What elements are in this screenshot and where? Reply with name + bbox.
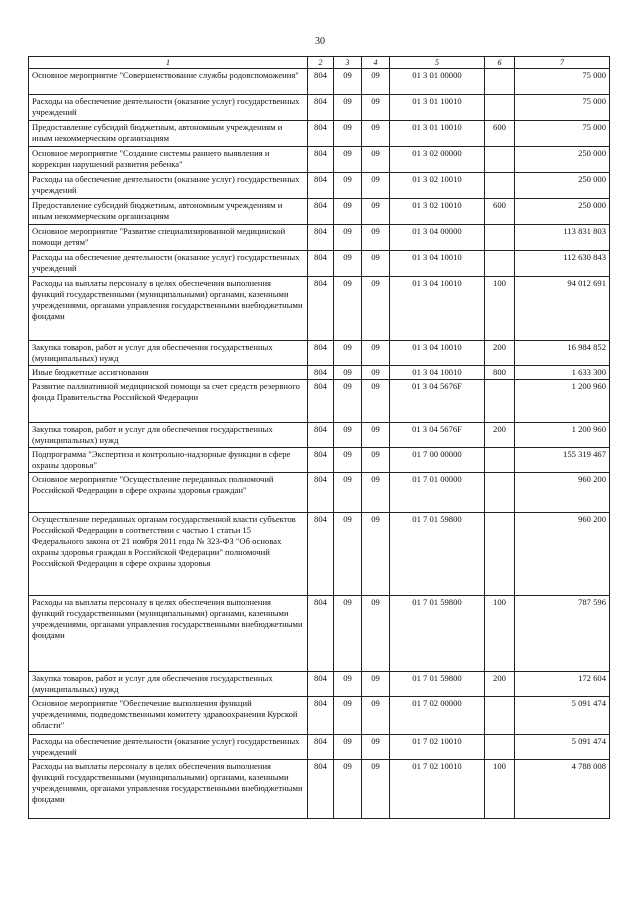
- table-row: [29, 473, 610, 513]
- cell-pr: 09: [362, 173, 390, 199]
- cell-sum: 112 630 843: [515, 251, 610, 277]
- cell-sum: 960 200: [515, 513, 610, 596]
- cell-ved: 804: [308, 277, 334, 341]
- cell-sum: 5 091 474: [515, 735, 610, 760]
- cell-pr: 09: [362, 697, 390, 735]
- cell-name: Расходы на выплаты персоналу в целях обеспечения выполнения функций государственными (муниципальными) органами, казенными учреждениями, органами управления государственными внебюджетными фондами: [29, 277, 308, 341]
- cell-ved: 804: [308, 173, 334, 199]
- cell-sum: 16 984 852: [515, 341, 610, 366]
- cell-name: Предоставление субсидий бюджетным, автономным учреждениям и иным некоммерческим организациям: [29, 199, 308, 225]
- table-row: [29, 121, 610, 147]
- cell-rz: 09: [334, 173, 362, 199]
- cell-rz: 09: [334, 423, 362, 448]
- cell-vr: [485, 448, 515, 473]
- cell-rz: 09: [334, 697, 362, 735]
- cell-rz: 09: [334, 735, 362, 760]
- cell-pr: 09: [362, 735, 390, 760]
- cell-sum: 172 604: [515, 672, 610, 697]
- cell-pr: 09: [362, 513, 390, 596]
- cell-rz: 09: [334, 95, 362, 121]
- table-row: [29, 341, 610, 366]
- cell-csr: 01 3 02 10010: [390, 199, 485, 225]
- cell-rz: 09: [334, 341, 362, 366]
- cell-vr: 200: [485, 341, 515, 366]
- table-row: [29, 251, 610, 277]
- table-row: [29, 735, 610, 760]
- table-row: [29, 513, 610, 596]
- cell-pr: 09: [362, 423, 390, 448]
- cell-pr: 09: [362, 380, 390, 423]
- table-row: [29, 760, 610, 819]
- cell-rz: 09: [334, 277, 362, 341]
- cell-csr: 01 3 04 5676F: [390, 423, 485, 448]
- cell-vr: 100: [485, 277, 515, 341]
- cell-name: Расходы на обеспечение деятельности (оказание услуг) государственных учреждений: [29, 95, 308, 121]
- table-row: [29, 225, 610, 251]
- cell-ved: 804: [308, 513, 334, 596]
- cell-pr: 09: [362, 121, 390, 147]
- cell-pr: 09: [362, 448, 390, 473]
- table-header-row: [29, 57, 610, 69]
- cell-csr: 01 3 01 10010: [390, 121, 485, 147]
- cell-name: Расходы на обеспечение деятельности (оказание услуг) государственных учреждений: [29, 173, 308, 199]
- cell-ved: 804: [308, 672, 334, 697]
- cell-vr: 100: [485, 760, 515, 819]
- table-row: [29, 423, 610, 448]
- table-row: [29, 448, 610, 473]
- cell-csr: 01 3 04 10010: [390, 341, 485, 366]
- cell-name: Основное мероприятие "Осуществление переданных полномочий Российской Федерации в сфере охраны здоровья граждан": [29, 473, 308, 513]
- cell-pr: 09: [362, 147, 390, 173]
- cell-rz: 09: [334, 121, 362, 147]
- cell-pr: 09: [362, 473, 390, 513]
- cell-name: Закупка товаров, работ и услуг для обеспечения государственных (муниципальных) нужд: [29, 672, 308, 697]
- cell-name: Предоставление субсидий бюджетным, автономным учреждениям и иным некоммерческим организациям: [29, 121, 308, 147]
- cell-ved: 804: [308, 341, 334, 366]
- table-row: [29, 380, 610, 423]
- cell-csr: 01 7 01 00000: [390, 473, 485, 513]
- cell-rz: 09: [334, 448, 362, 473]
- cell-name: Основное мероприятие "Обеспечение выполнения функций учреждениями, подведомственными комитету здравоохранения Курской области": [29, 697, 308, 735]
- cell-vr: [485, 697, 515, 735]
- table-row: [29, 277, 610, 341]
- cell-ved: 804: [308, 423, 334, 448]
- cell-pr: 09: [362, 277, 390, 341]
- cell-sum: 1 633 300: [515, 366, 610, 380]
- column-header: 3: [334, 57, 362, 69]
- table-row: [29, 697, 610, 735]
- cell-rz: 09: [334, 672, 362, 697]
- cell-vr: 600: [485, 199, 515, 225]
- column-header: 6: [485, 57, 515, 69]
- cell-rz: 09: [334, 596, 362, 672]
- cell-ved: 804: [308, 380, 334, 423]
- cell-rz: 09: [334, 513, 362, 596]
- cell-sum: 75 000: [515, 69, 610, 95]
- cell-vr: 200: [485, 423, 515, 448]
- column-header: 7: [515, 57, 610, 69]
- table-row: [29, 95, 610, 121]
- cell-sum: 75 000: [515, 95, 610, 121]
- cell-csr: 01 7 01 59800: [390, 672, 485, 697]
- cell-name: Основное мероприятие "Совершенствование службы родовспоможения": [29, 69, 308, 95]
- cell-vr: 600: [485, 121, 515, 147]
- cell-name: Закупка товаров, работ и услуг для обеспечения государственных (муниципальных) нужд: [29, 341, 308, 366]
- cell-csr: 01 7 01 59800: [390, 596, 485, 672]
- cell-sum: 75 000: [515, 121, 610, 147]
- cell-ved: 804: [308, 473, 334, 513]
- column-header: 5: [390, 57, 485, 69]
- cell-pr: 09: [362, 672, 390, 697]
- table-row: [29, 147, 610, 173]
- cell-ved: 804: [308, 735, 334, 760]
- cell-rz: 09: [334, 366, 362, 380]
- cell-name: Закупка товаров, работ и услуг для обеспечения государственных (муниципальных) нужд: [29, 423, 308, 448]
- cell-rz: 09: [334, 251, 362, 277]
- table-row: [29, 173, 610, 199]
- page-number: 30: [315, 36, 325, 47]
- cell-vr: [485, 251, 515, 277]
- cell-name: Подпрограмма "Экспертиза и контрольно-надзорные функции в сфере охраны здоровья": [29, 448, 308, 473]
- cell-sum: 113 831 803: [515, 225, 610, 251]
- cell-name: Расходы на выплаты персоналу в целях обеспечения выполнения функций государственными (муниципальными) органами, казенными учреждениями, органами управления государственными внебюджетными фондами: [29, 596, 308, 672]
- cell-ved: 804: [308, 121, 334, 147]
- cell-csr: 01 7 00 00000: [390, 448, 485, 473]
- cell-name: Расходы на обеспечение деятельности (оказание услуг) государственных учреждений: [29, 735, 308, 760]
- cell-name: Расходы на обеспечение деятельности (оказание услуг) государственных учреждений: [29, 251, 308, 277]
- cell-ved: 804: [308, 95, 334, 121]
- table-row: [29, 366, 610, 380]
- cell-ved: 804: [308, 147, 334, 173]
- cell-vr: [485, 473, 515, 513]
- cell-vr: [485, 173, 515, 199]
- cell-vr: 100: [485, 596, 515, 672]
- cell-pr: 09: [362, 225, 390, 251]
- cell-rz: 09: [334, 760, 362, 819]
- table-row: [29, 199, 610, 225]
- cell-ved: 804: [308, 366, 334, 380]
- budget-table: [28, 56, 610, 819]
- table-row: [29, 596, 610, 672]
- cell-sum: 94 012 691: [515, 277, 610, 341]
- cell-vr: [485, 513, 515, 596]
- cell-vr: [485, 147, 515, 173]
- cell-pr: 09: [362, 596, 390, 672]
- cell-csr: 01 3 01 10010: [390, 95, 485, 121]
- cell-sum: 5 091 474: [515, 697, 610, 735]
- cell-sum: 1 200 960: [515, 423, 610, 448]
- cell-sum: 250 000: [515, 199, 610, 225]
- cell-rz: 09: [334, 147, 362, 173]
- cell-sum: 4 788 008: [515, 760, 610, 819]
- cell-ved: 804: [308, 69, 334, 95]
- cell-name: Расходы на выплаты персоналу в целях обеспечения выполнения функций государственными (муниципальными) органами, казенными учреждениями, органами управления государственными внебюджетными фондами: [29, 760, 308, 819]
- cell-pr: 09: [362, 95, 390, 121]
- cell-name: Основное мероприятие "Создание системы раннего выявления и коррекции нарушений развития ребенка": [29, 147, 308, 173]
- cell-csr: 01 3 02 00000: [390, 147, 485, 173]
- cell-rz: 09: [334, 225, 362, 251]
- cell-sum: 250 000: [515, 173, 610, 199]
- cell-sum: 1 200 960: [515, 380, 610, 423]
- cell-ved: 804: [308, 596, 334, 672]
- table-row: [29, 672, 610, 697]
- cell-pr: 09: [362, 199, 390, 225]
- cell-sum: 155 319 467: [515, 448, 610, 473]
- cell-pr: 09: [362, 341, 390, 366]
- cell-vr: 200: [485, 672, 515, 697]
- cell-csr: 01 7 02 10010: [390, 760, 485, 819]
- cell-name: Развитие паллиативной медицинской помощи за счет средств резервного фонда Правительства Российской Федерации: [29, 380, 308, 423]
- cell-rz: 09: [334, 199, 362, 225]
- cell-pr: 09: [362, 251, 390, 277]
- column-header: 1: [29, 57, 308, 69]
- cell-vr: [485, 69, 515, 95]
- cell-sum: 960 200: [515, 473, 610, 513]
- cell-ved: 804: [308, 199, 334, 225]
- table-row: [29, 69, 610, 95]
- cell-ved: 804: [308, 760, 334, 819]
- cell-sum: 787 596: [515, 596, 610, 672]
- cell-csr: 01 3 04 10010: [390, 277, 485, 341]
- cell-pr: 09: [362, 366, 390, 380]
- cell-csr: 01 7 01 59800: [390, 513, 485, 596]
- cell-vr: [485, 95, 515, 121]
- cell-csr: 01 3 04 00000: [390, 225, 485, 251]
- cell-vr: [485, 735, 515, 760]
- cell-csr: 01 3 01 00000: [390, 69, 485, 95]
- cell-csr: 01 3 02 10010: [390, 173, 485, 199]
- cell-pr: 09: [362, 760, 390, 819]
- column-header: 2: [308, 57, 334, 69]
- cell-vr: [485, 380, 515, 423]
- cell-ved: 804: [308, 251, 334, 277]
- cell-ved: 804: [308, 697, 334, 735]
- cell-ved: 804: [308, 448, 334, 473]
- cell-pr: 09: [362, 69, 390, 95]
- cell-sum: 250 000: [515, 147, 610, 173]
- cell-csr: 01 7 02 10010: [390, 735, 485, 760]
- cell-csr: 01 3 04 10010: [390, 251, 485, 277]
- cell-vr: [485, 225, 515, 251]
- cell-ved: 804: [308, 225, 334, 251]
- cell-rz: 09: [334, 69, 362, 95]
- column-header: 4: [362, 57, 390, 69]
- cell-name: Основное мероприятие "Развитие специализированной медицинской помощи детям": [29, 225, 308, 251]
- cell-csr: 01 3 04 5676F: [390, 380, 485, 423]
- cell-name: Осуществление переданных органам государственной власти субъектов Российской Федерации в соответствии с частью 1 статьи 15 Федерального закона от 21 ноября 2011 года № 323-ФЗ "Об основах охраны здоровья граждан в Российской Федерации" полномочий Российской Федерации в сфере охраны здоровья: [29, 513, 308, 596]
- cell-csr: 01 3 04 10010: [390, 366, 485, 380]
- cell-name: Иные бюджетные ассигнования: [29, 366, 308, 380]
- cell-rz: 09: [334, 380, 362, 423]
- cell-rz: 09: [334, 473, 362, 513]
- cell-vr: 800: [485, 366, 515, 380]
- cell-csr: 01 7 02 00000: [390, 697, 485, 735]
